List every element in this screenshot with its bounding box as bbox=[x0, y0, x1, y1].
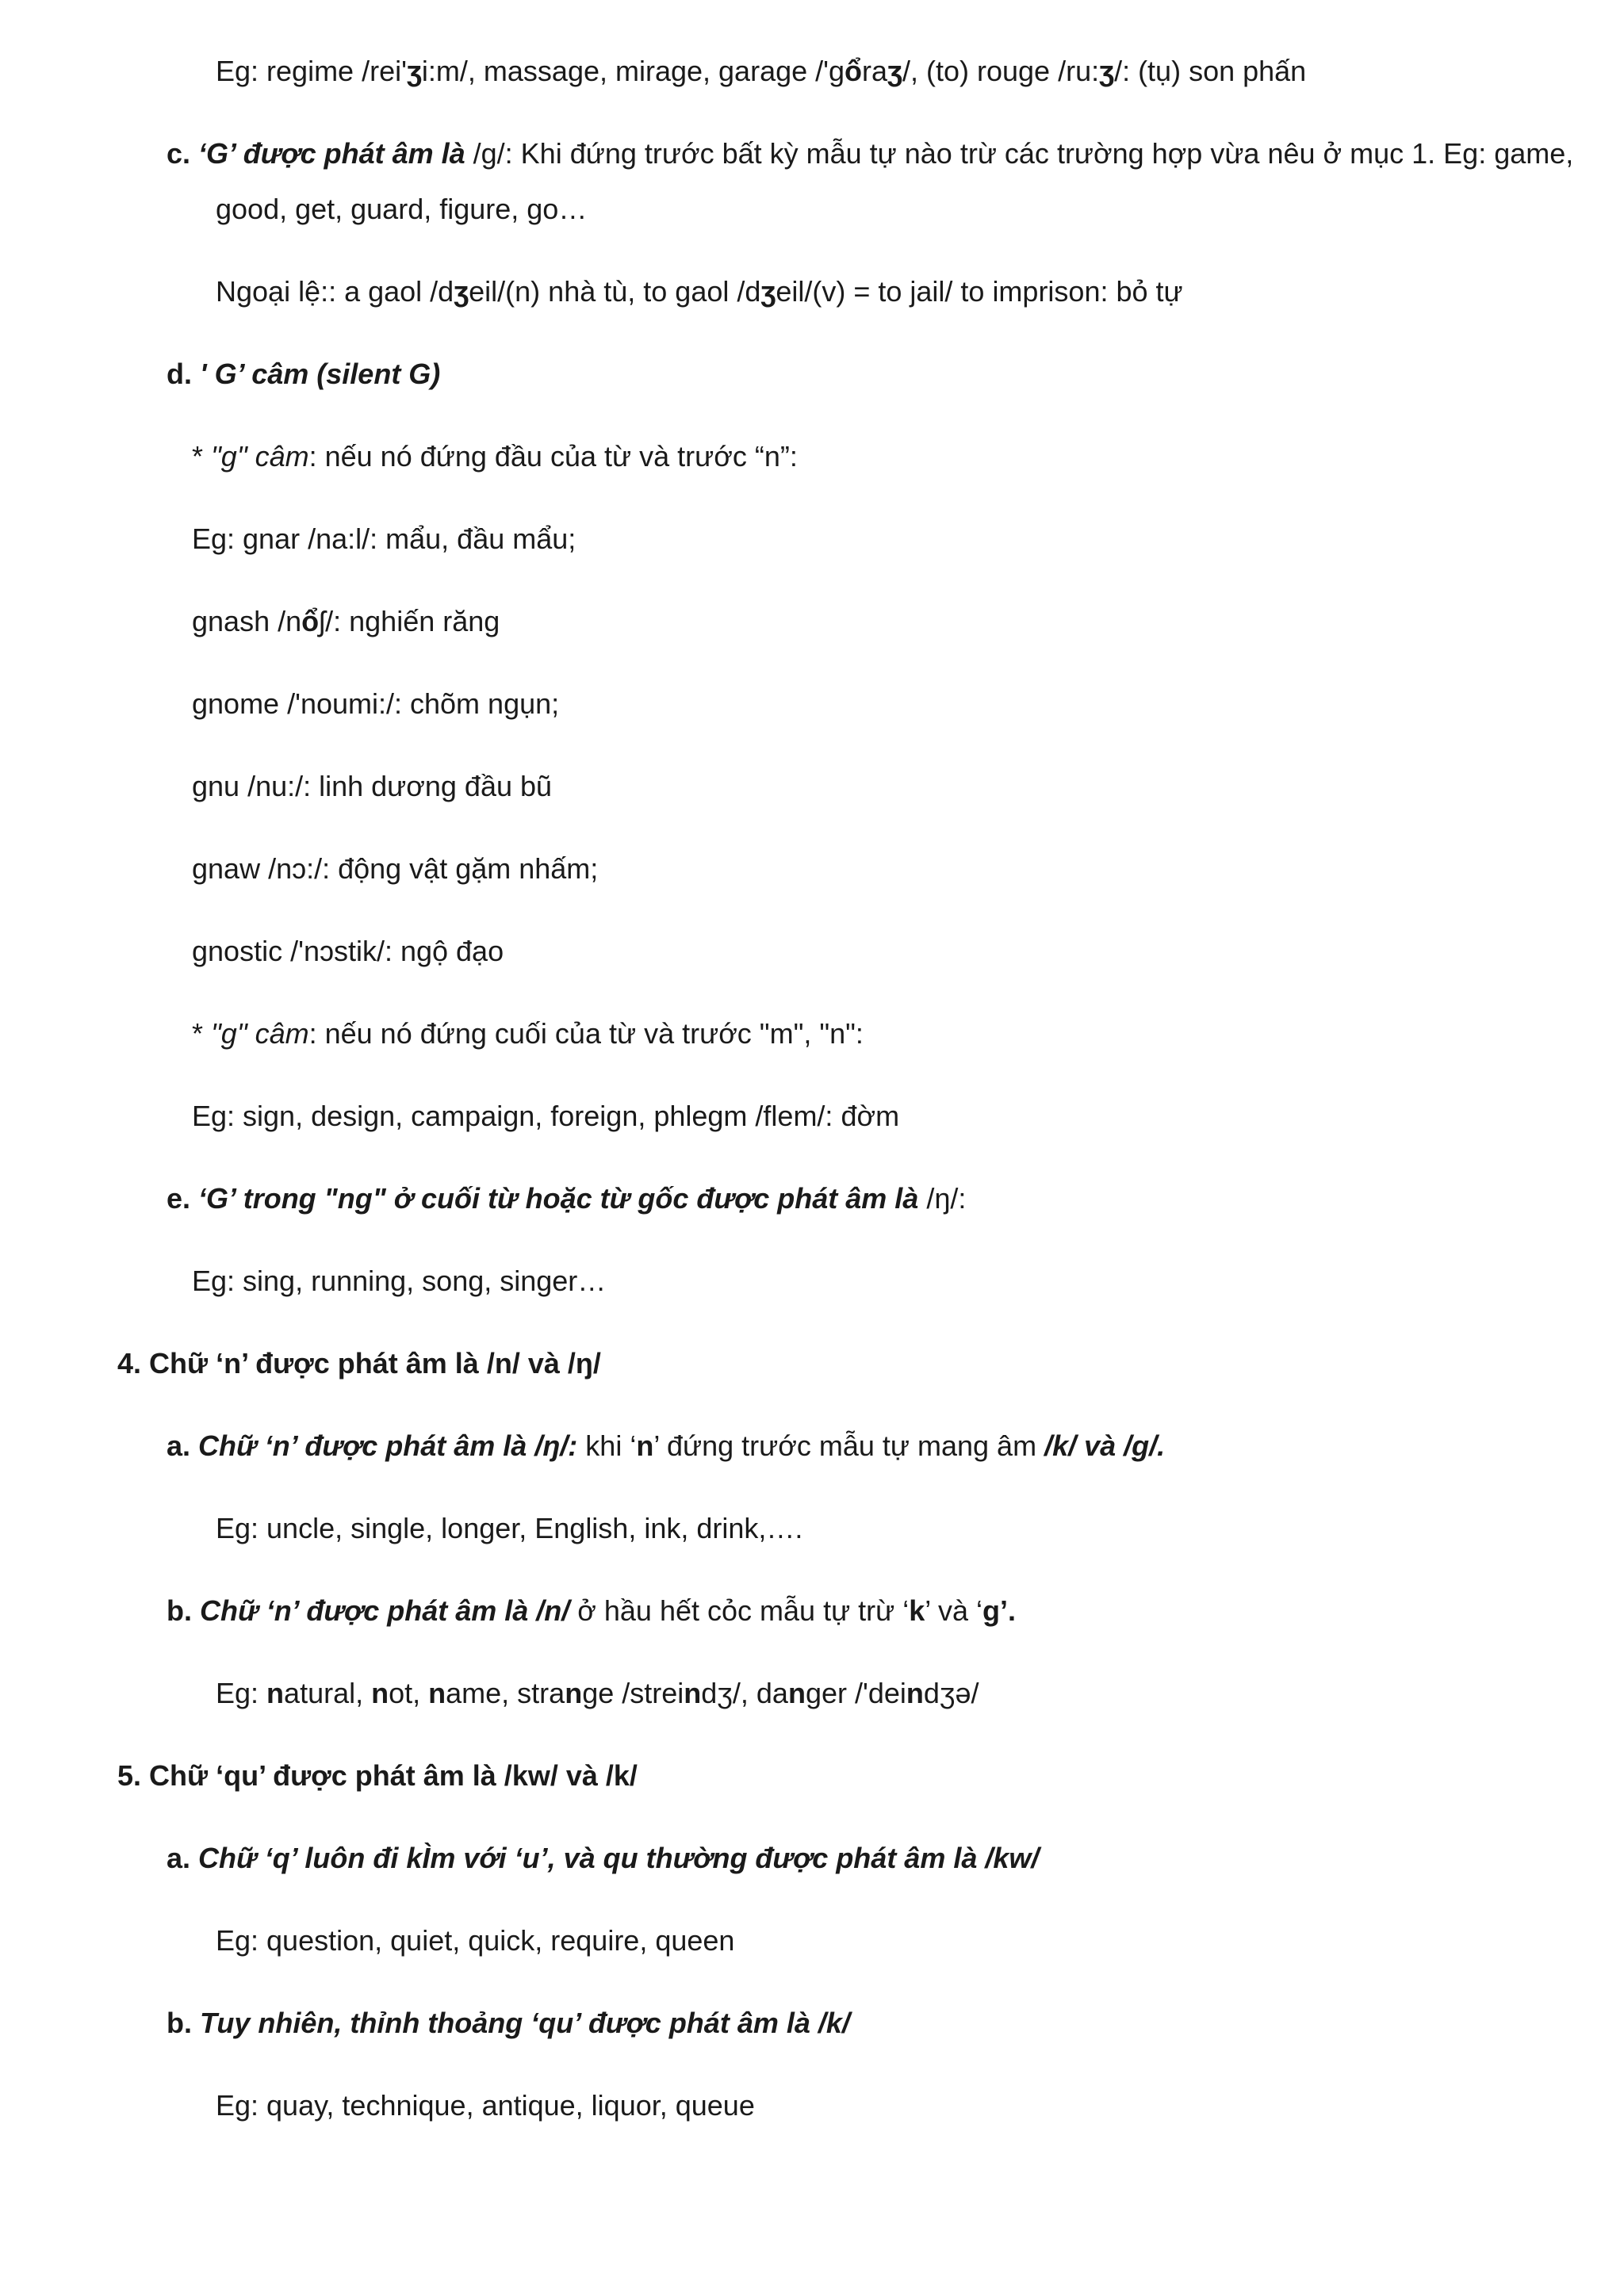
subsection-c-heading bbox=[167, 136, 1573, 170]
text: "g" câm bbox=[211, 440, 309, 473]
text: ʃ/: nghiến răng bbox=[319, 605, 500, 637]
text: ot, bbox=[389, 1677, 429, 1709]
text: eil/(v) = to jail/ to imprison: bỏ tự bbox=[776, 275, 1183, 308]
text: /k/ và /g/. bbox=[1044, 1429, 1166, 1462]
text: ʒ bbox=[887, 55, 902, 87]
section-4-heading: 4. Chữ ‘n’ được phát âm là /n/ và /ŋ/ bbox=[117, 1347, 601, 1380]
example-line: Eg: question, quiet, quick, require, queen bbox=[216, 1924, 735, 1957]
text: n bbox=[787, 1677, 806, 1709]
rule-line bbox=[192, 1016, 864, 1050]
text: * bbox=[192, 1017, 212, 1050]
text: dʒə/ bbox=[923, 1677, 979, 1709]
text: g bbox=[982, 1594, 1000, 1627]
text: k bbox=[909, 1594, 925, 1627]
text: khi ‘ bbox=[577, 1429, 637, 1462]
example-line bbox=[192, 604, 500, 638]
text: n bbox=[565, 1677, 583, 1709]
section-5-heading: 5. Chữ ‘qu’ được phát âm là /kw/ và /k/ bbox=[117, 1759, 638, 1792]
text: ʒ bbox=[1099, 55, 1115, 87]
text: b. bbox=[167, 1594, 200, 1627]
text: "g" câm bbox=[211, 1017, 309, 1050]
subsection-b-heading bbox=[167, 1594, 1016, 1628]
text: ʒ bbox=[454, 275, 469, 308]
text: : nếu nó đứng cuối của từ và trước "m", "n": bbox=[308, 1017, 864, 1050]
text: d. bbox=[167, 358, 200, 390]
example-line: Eg: uncle, single, longer, English, ink, drink,…. bbox=[216, 1512, 803, 1544]
example-line bbox=[216, 1676, 979, 1710]
text: ’ và ‘ bbox=[925, 1594, 982, 1627]
subsection-e-heading bbox=[167, 1181, 966, 1215]
text: ổ bbox=[301, 605, 320, 637]
text: /, (to) rouge /ru: bbox=[902, 55, 1100, 87]
text: n bbox=[428, 1677, 446, 1709]
example-line: Eg: quay, technique, antique, liquor, queue bbox=[216, 2089, 755, 2122]
text: a. bbox=[167, 1429, 199, 1462]
example-line: good, get, guard, figure, go… bbox=[216, 193, 588, 225]
text: n bbox=[636, 1429, 654, 1462]
text: gnash /n bbox=[192, 605, 302, 637]
text: eil/(n) nhà tù, to gaol /d bbox=[469, 275, 761, 308]
text: dʒ/, da bbox=[701, 1677, 788, 1709]
example-line: gnome /'noumi:/: chõm ngụn; bbox=[192, 687, 560, 720]
text: ʒ bbox=[406, 55, 422, 87]
subsection-a-heading bbox=[167, 1429, 1165, 1463]
text: * bbox=[192, 440, 212, 473]
example-line: Eg: gnar /na:l/: mẩu, đầu mẩu; bbox=[192, 522, 576, 555]
example-line: gnu /nu:/: linh dương đầu bũ bbox=[192, 770, 553, 802]
text: ở hầu hết cỏc mẫu tự trừ ‘ bbox=[569, 1594, 910, 1627]
text: c. bbox=[167, 137, 199, 170]
text: ge /strei bbox=[582, 1677, 684, 1709]
example-line bbox=[216, 54, 1306, 88]
text: Chữ ‘n’ được phát âm là /n/ bbox=[200, 1594, 570, 1627]
text: ’. bbox=[999, 1594, 1016, 1627]
text: Ngoại lệ:: a gaol /d bbox=[216, 275, 454, 308]
text: ame, stra bbox=[446, 1677, 565, 1709]
text: : nếu nó đứng đầu của từ và trước “n”: bbox=[308, 440, 798, 473]
subsection-b-heading bbox=[167, 2006, 850, 2040]
text: /g/: Khi đứng trước bất kỳ mẫu tự nào trừ các trường hợp vừa nêu ở mục 1. Eg: game, bbox=[465, 137, 1574, 170]
text: /: (tụ) son phấn bbox=[1114, 55, 1307, 87]
text: ‘G’ trong "ng" ở cuối từ hoặc từ gốc được phát âm là bbox=[198, 1182, 919, 1215]
text: n bbox=[684, 1677, 702, 1709]
example-line: gnostic /'nɔstik/: ngộ đạo bbox=[192, 935, 504, 967]
text: atural, bbox=[284, 1677, 372, 1709]
text: ra bbox=[862, 55, 888, 87]
rule-line bbox=[192, 439, 798, 473]
subsection-d-heading bbox=[167, 357, 440, 391]
text: /ŋ/: bbox=[918, 1182, 967, 1215]
text: ổ bbox=[845, 55, 863, 87]
text: ’ đứng trước mẫu tự mang âm bbox=[653, 1429, 1045, 1462]
subsection-a-heading bbox=[167, 1841, 1039, 1875]
text: Chữ ‘q’ luôn đi kÌm với ‘u’, và qu thường được phát âm là /kw/ bbox=[198, 1842, 1040, 1874]
text: b. bbox=[167, 2007, 200, 2039]
text: i:m/, massage, mirage, garage /'g bbox=[421, 55, 845, 87]
text: ‘G’ được phát âm là bbox=[198, 137, 465, 170]
text: e. bbox=[167, 1182, 199, 1215]
text: Tuy nhiên, thỉnh thoảng ‘qu’ được phát âm là /k/ bbox=[200, 2007, 850, 2039]
text: a. bbox=[167, 1842, 199, 1874]
text: ʒ bbox=[760, 275, 776, 308]
text: ger /'dei bbox=[805, 1677, 906, 1709]
text: Eg: regime /rei' bbox=[216, 55, 407, 87]
text: ' G’ câm (silent G) bbox=[200, 358, 441, 390]
text: n bbox=[371, 1677, 389, 1709]
example-line: Eg: sing, running, song, singer… bbox=[192, 1265, 607, 1297]
example-line: gnaw /nɔ:/: động vật gặm nhấm; bbox=[192, 852, 599, 885]
text: Eg: bbox=[216, 1677, 267, 1709]
example-line: Eg: sign, design, campaign, foreign, phlegm /flem/: đờm bbox=[192, 1100, 900, 1132]
text: n bbox=[266, 1677, 285, 1709]
text: Chữ ‘n’ được phát âm là /ŋ/: bbox=[198, 1429, 578, 1462]
exception-line bbox=[216, 274, 1183, 308]
text: n bbox=[906, 1677, 924, 1709]
